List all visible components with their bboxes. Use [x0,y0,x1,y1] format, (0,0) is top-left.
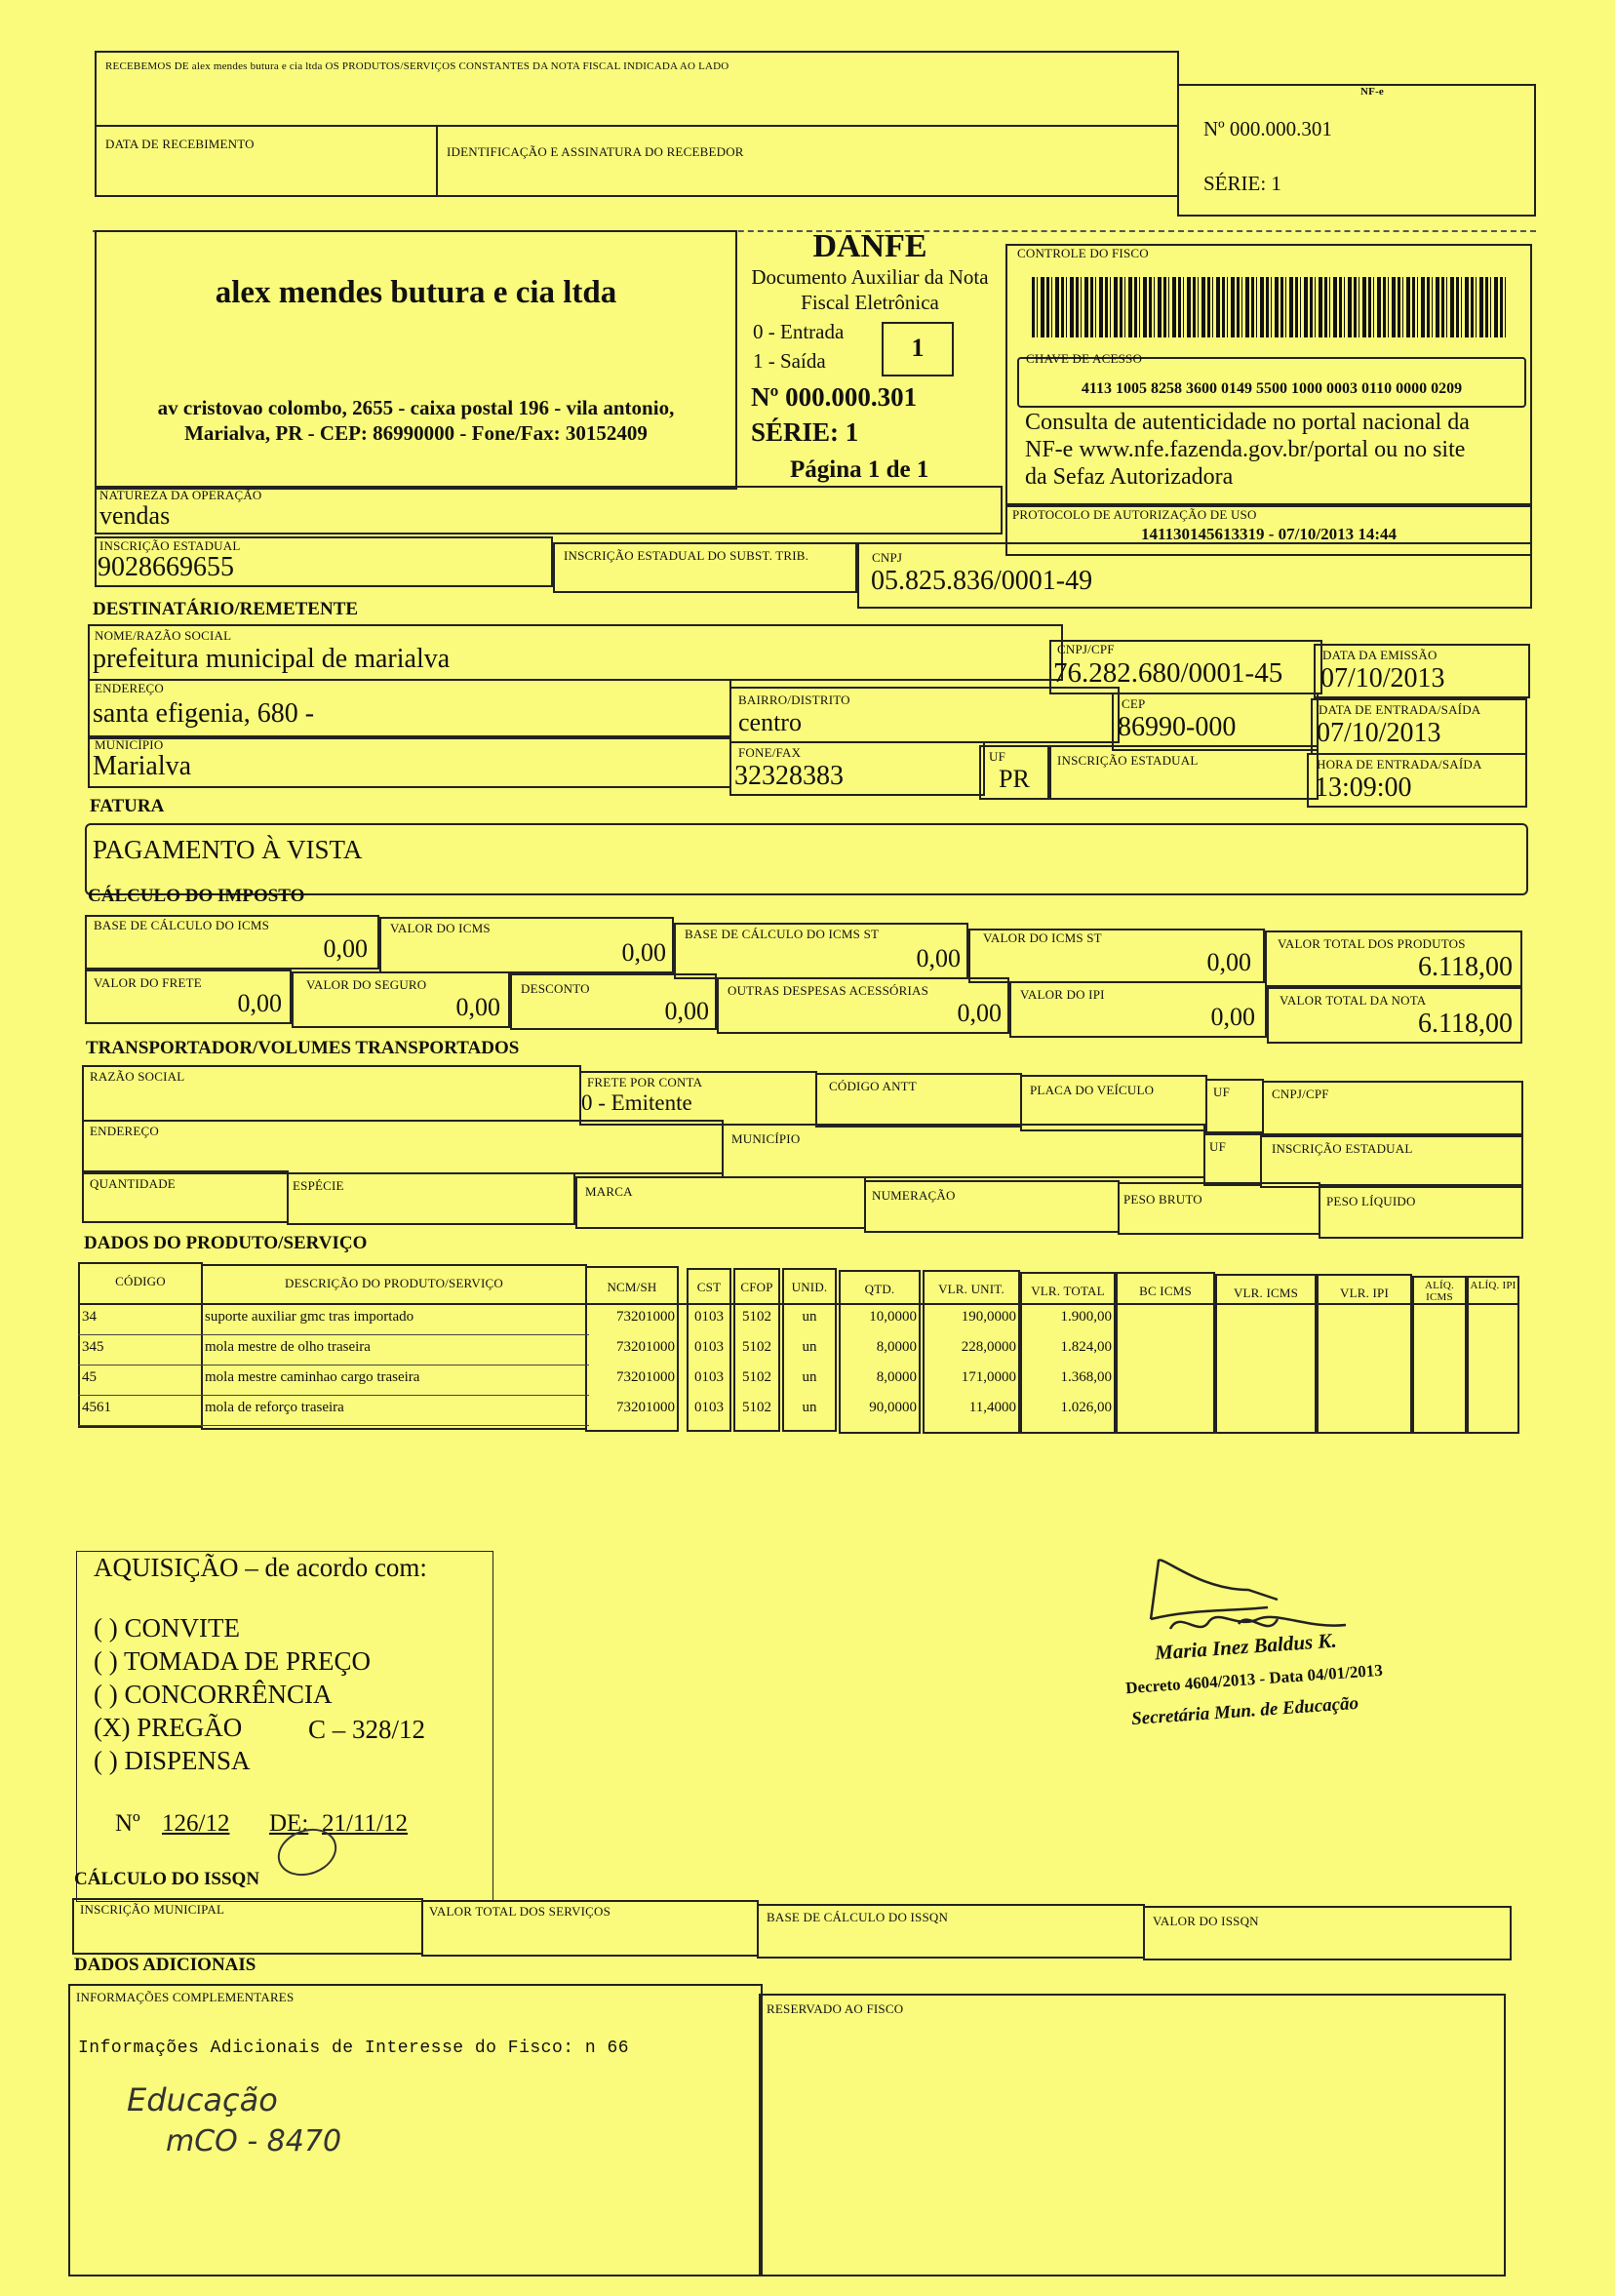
row-vlr-total: 1.900,00 [1060,1309,1112,1325]
transp-marca-label: MARCA [585,1184,633,1199]
dest-fone: 32328383 [734,761,844,791]
outras-value: 0,00 [957,999,1002,1027]
transp-mun-label: MUNICÍPIO [731,1131,801,1146]
transp-numeracao-label: NUMERAÇÃO [872,1188,956,1203]
danfe-serie: SÉRIE: 1 [751,417,859,447]
transp-frete-label: FRETE POR CONTA [587,1075,703,1089]
dest-cnpj: 76.282.680/0001-45 [1053,657,1283,689]
row-qtd: 8,0000 [876,1339,917,1355]
total-prod-value: 6.118,00 [1418,952,1513,982]
desconto-value: 0,00 [664,997,709,1025]
dest-end: santa efigenia, 680 - [93,698,315,729]
desconto-label: DESCONTO [521,981,590,996]
dest-fone-label: FONE/FAX [738,745,802,760]
row-vlr-unit: 228,0000 [961,1339,1016,1355]
row-codigo: 45 [82,1369,97,1385]
handwritten-note-2: mCO - 8470 [166,2124,342,2158]
base-icms-label: BASE DE CÁLCULO DO ICMS [94,918,270,932]
dest-nome: prefeitura municipal de marialva [93,644,451,674]
transp-uf-label: UF [1213,1085,1231,1099]
dest-section: DESTINATÁRIO/REMETENTE [93,599,359,619]
header-descricao: DESCRIÇÃO DO PRODUTO/SERVIÇO [285,1276,503,1290]
row-codigo: 345 [82,1339,104,1355]
ie-st-label: INSCRIÇÃO ESTADUAL DO SUBST. TRIB. [564,548,809,563]
transp-especie-label: ESPÉCIE [293,1178,344,1193]
aquisicao-data: 21/11/12 [322,1810,408,1837]
danfe-subtitle1: Documento Auxiliar da Nota [751,265,989,289]
dest-ie-label: INSCRIÇÃO ESTADUAL [1057,753,1199,768]
aquisicao-concorrencia: ( ) CONCORRÊNCIA [94,1680,333,1709]
protocolo-label: PROTOCOLO DE AUTORIZAÇÃO DE USO [1012,507,1257,522]
row-cfop: 5102 [742,1369,771,1385]
row-unid: un [802,1369,817,1385]
dest-nome-label: NOME/RAZÃO SOCIAL [95,628,232,643]
receipt-sign-field [436,125,1179,197]
dest-emissao-label: DATA DA EMISSÃO [1322,648,1438,662]
danfe-title: DANFE [812,228,927,264]
issqn-section: CÁLCULO DO ISSQN [74,1869,260,1889]
receipt-nfe-box [1177,84,1536,217]
info-label: INFORMAÇÕES COMPLEMENTARES [76,1990,295,2004]
aquisicao-dispensa: ( ) DISPENSA [94,1746,251,1775]
row-codigo: 34 [82,1309,97,1325]
reservado-box [759,1994,1506,2276]
danfe-saida: 1 - Saída [753,349,826,373]
chave-value: 4113 1005 8258 3600 0149 5500 1000 0003 0110 0000 0209 [1081,380,1463,397]
row-vlr-unit: 11,4000 [968,1400,1016,1415]
row-descricao: suporte auxiliar gmc tras importado [205,1309,414,1325]
aquisicao-numero-label: Nº [115,1810,140,1837]
issqn-valor-label: VALOR DO ISSQN [1153,1914,1259,1928]
row-codigo: 4561 [82,1400,111,1415]
row-descricao: mola de reforço traseira [205,1400,344,1415]
seguro-label: VALOR DO SEGURO [306,977,427,992]
danfe-pagina: Página 1 de 1 [790,456,929,483]
row-qtd: 10,0000 [869,1309,917,1325]
header-vlr-ipi: VLR. IPI [1340,1286,1389,1300]
transp-end-label: ENDEREÇO [90,1124,159,1138]
row-vlr-unit: 171,0000 [961,1369,1016,1385]
row-cfop: 5102 [742,1400,771,1415]
transp-uf2-label: UF [1209,1139,1227,1154]
row-ncm: 73201000 [616,1400,675,1415]
fisco-controle-label: CONTROLE DO FISCO [1017,246,1149,260]
aquisicao-numero: 126/12 [162,1810,230,1837]
header-unid: UNID. [791,1280,828,1294]
consulta-line3: da Sefaz Autorizadora [1025,464,1234,490]
transp-bruto-label: PESO BRUTO [1123,1192,1202,1207]
row-divider [78,1395,589,1396]
emitter-name: alex mendes butura e cia ltda [215,275,617,310]
dest-uf: PR [999,765,1030,793]
ie-label: INSCRIÇÃO ESTADUAL [99,538,241,553]
emitter-address1: av cristovao colombo, 2655 - caixa postal 196 - vila antonio, [157,396,675,419]
aquisicao-tomada: ( ) TOMADA DE PREÇO [94,1646,372,1676]
protocolo-value: 141130145613319 - 07/10/2013 14:44 [1140,525,1398,543]
danfe-number: Nº 000.000.301 [751,382,918,412]
issqn-ie-label: INSCRIÇÃO MUNICIPAL [80,1902,225,1917]
produtos-section: DADOS DO PRODUTO/SERVIÇO [84,1233,368,1253]
row-unid: un [802,1400,817,1415]
transp-section: TRANSPORTADOR/VOLUMES TRANSPORTADOS [86,1038,520,1058]
row-qtd: 90,0000 [869,1400,917,1415]
transp-qtd-label: QUANTIDADE [90,1176,176,1191]
col-aliq-ipi [1467,1276,1519,1434]
dest-cep: 86990-000 [1118,712,1237,742]
aquisicao-convite: ( ) CONVITE [94,1613,240,1643]
row-divider [78,1334,589,1335]
consulta-line2: NF-e www.nfe.fazenda.gov.br/portal ou no site [1025,437,1466,462]
row-vlr-total: 1.026,00 [1060,1400,1112,1415]
header-vlr-unit: VLR. UNIT. [938,1282,1004,1296]
dest-emissao: 07/10/2013 [1320,663,1445,693]
barcode-image [1032,277,1508,337]
row-descricao: mola mestre caminhao cargo traseira [205,1369,420,1385]
dest-bairro-label: BAIRRO/DISTRITO [738,693,850,707]
transp-end-box [82,1120,724,1174]
valor-icms-label: VALOR DO ICMS [390,921,491,935]
transp-placa-label: PLACA DO VEÍCULO [1030,1083,1155,1097]
adicionais-section: DADOS ADICIONAIS [74,1955,256,1975]
row-cst: 0103 [694,1309,724,1325]
aquisicao-pregao-num: C – 328/12 [308,1715,426,1744]
row-ncm: 73201000 [616,1309,675,1325]
transp-liquido-label: PESO LÍQUIDO [1326,1194,1416,1208]
issqn-base-label: BASE DE CÁLCULO DO ISSQN [767,1910,949,1924]
header-qtd: QTD. [864,1282,895,1296]
row-divider [78,1365,589,1366]
row-cst: 0103 [694,1369,724,1385]
transp-cnpj-label: CNPJ/CPF [1272,1087,1329,1101]
transp-frete: 0 - Emitente [581,1090,692,1115]
dest-uf-label: UF [989,749,1006,764]
row-ncm: 73201000 [616,1339,675,1355]
receipt-text: RECEBEMOS DE alex mendes butura e cia ltda OS PRODUTOS/SERVIÇOS CONSTANTES DA NOTA FISCAL INDICADA AO LADO [105,60,729,72]
base-icms-value: 0,00 [323,934,368,963]
row-qtd: 8,0000 [876,1369,917,1385]
valor-st-value: 0,00 [1206,948,1251,976]
row-vlr-unit: 190,0000 [961,1309,1016,1325]
row-cst: 0103 [694,1339,724,1355]
dest-bairro: centro [738,708,802,736]
aquisicao-title: AQUISIÇÃO – de acordo com: [94,1553,427,1582]
outras-label: OUTRAS DESPESAS ACESSÓRIAS [728,983,929,998]
cnpj-value: 05.825.836/0001-49 [871,566,1093,596]
row-unid: un [802,1339,817,1355]
receipt-serie: SÉRIE: 1 [1203,172,1281,195]
aquisicao-data-label: DE: [269,1810,309,1837]
ipi-value: 0,00 [1210,1003,1255,1031]
dest-cnpj-label: CNPJ/CPF [1057,642,1115,656]
total-nota-value: 6.118,00 [1418,1009,1513,1039]
fatura-text: PAGAMENTO À VISTA [93,835,363,864]
receipt-nfe-label: NF-e [1360,86,1385,98]
danfe-entrada: 0 - Entrada [753,320,845,343]
frete-label: VALOR DO FRETE [94,975,202,990]
header-cfop: CFOP [740,1280,773,1294]
total-prod-label: VALOR TOTAL DOS PRODUTOS [1278,936,1466,951]
natureza-label: NATUREZA DA OPERAÇÃO [99,488,262,502]
row-vlr-total: 1.368,00 [1060,1369,1112,1385]
dest-entrada-label: DATA DE ENTRADA/SAÍDA [1319,702,1481,717]
transp-bruto-box [1118,1182,1320,1235]
base-st-value: 0,00 [916,944,961,972]
dest-mun-label: MUNICÍPIO [95,737,164,752]
receipt-sign-label: IDENTIFICAÇÃO E ASSINATURA DO RECEBEDOR [447,144,744,159]
valor-st-label: VALOR DO ICMS ST [983,930,1102,945]
chave-label: CHAVE DE ACESSO [1026,351,1143,366]
row-cfop: 5102 [742,1339,771,1355]
transp-ie-label: INSCRIÇÃO ESTADUAL [1272,1141,1413,1156]
header-vlr-icms: VLR. ICMS [1233,1286,1299,1300]
dest-hora-label: HORA DE ENTRADA/SAÍDA [1317,757,1482,772]
emitter-address2: Marialva, PR - CEP: 86990000 - Fone/Fax: 30152409 [184,421,648,445]
row-ncm: 73201000 [616,1369,675,1385]
dest-entrada: 07/10/2013 [1317,718,1441,748]
reservado-label: RESERVADO AO FISCO [767,2001,904,2016]
receipt-date-label: DATA DE RECEBIMENTO [105,137,255,151]
receipt-number: Nº 000.000.301 [1203,117,1332,140]
header-vlr-total: VLR. TOTAL [1031,1284,1105,1298]
danfe-tipo: 1 [911,334,925,362]
emitter-box [95,230,737,490]
signature-decree: Decreto 4604/2013 - Data 04/01/2013 [1124,1660,1384,1698]
info-text: Informações Adicionais de Interesse do Fisco: n 66 [78,2039,630,2058]
danfe-subtitle2: Fiscal Eletrônica [801,291,939,314]
row-cst: 0103 [694,1400,724,1415]
transp-liquido-box [1319,1184,1523,1239]
row-vlr-total: 1.824,00 [1060,1339,1112,1355]
ie-value: 9028669655 [98,552,234,582]
fatura-section: FATURA [90,796,165,816]
row-cfop: 5102 [742,1309,771,1325]
signature-title: Secretária Mun. de Educação [1130,1692,1359,1730]
total-nota-label: VALOR TOTAL DA NOTA [1280,993,1427,1008]
natureza-value: vendas [99,501,171,530]
ipi-label: VALOR DO IPI [1020,987,1105,1002]
row-descricao: mola mestre de olho traseira [205,1339,371,1355]
cnpj-label: CNPJ [872,550,903,565]
signature-name: Maria Inez Baldus K. [1154,1628,1338,1665]
transp-razao-label: RAZÃO SOCIAL [90,1069,185,1084]
header-aliq-ipi: ALÍQ. IPI [1470,1280,1517,1291]
header-codigo: CÓDIGO [115,1274,166,1288]
dest-mun: Marialva [93,751,192,781]
dest-end-label: ENDEREÇO [95,681,164,695]
header-aliq-icms: ALÍQ. ICMS [1424,1280,1455,1303]
handwritten-note-1: Educação [127,2081,278,2118]
valor-icms-value: 0,00 [621,938,666,967]
imposto-section: CÁLCULO DO IMPOSTO [88,886,305,906]
row-unid: un [802,1309,817,1325]
header-divider [78,1303,1519,1305]
aquisicao-pregao: (X) PREGÃO [94,1713,243,1742]
consulta-line1: Consulta de autenticidade no portal nacional da [1025,410,1470,435]
dest-hora: 13:09:00 [1315,772,1412,803]
base-st-label: BASE DE CÁLCULO DO ICMS ST [685,927,880,941]
row-divider [78,1425,589,1426]
transp-antt-label: CÓDIGO ANTT [829,1079,917,1093]
dest-cep-label: CEP [1122,696,1146,711]
issqn-total-label: VALOR TOTAL DOS SERVIÇOS [429,1904,611,1919]
header-bc-icms: BC ICMS [1139,1284,1192,1298]
seguro-value: 0,00 [455,993,500,1021]
header-ncm: NCM/SH [607,1280,657,1294]
header-cst: CST [696,1280,722,1294]
frete-value: 0,00 [237,989,282,1017]
